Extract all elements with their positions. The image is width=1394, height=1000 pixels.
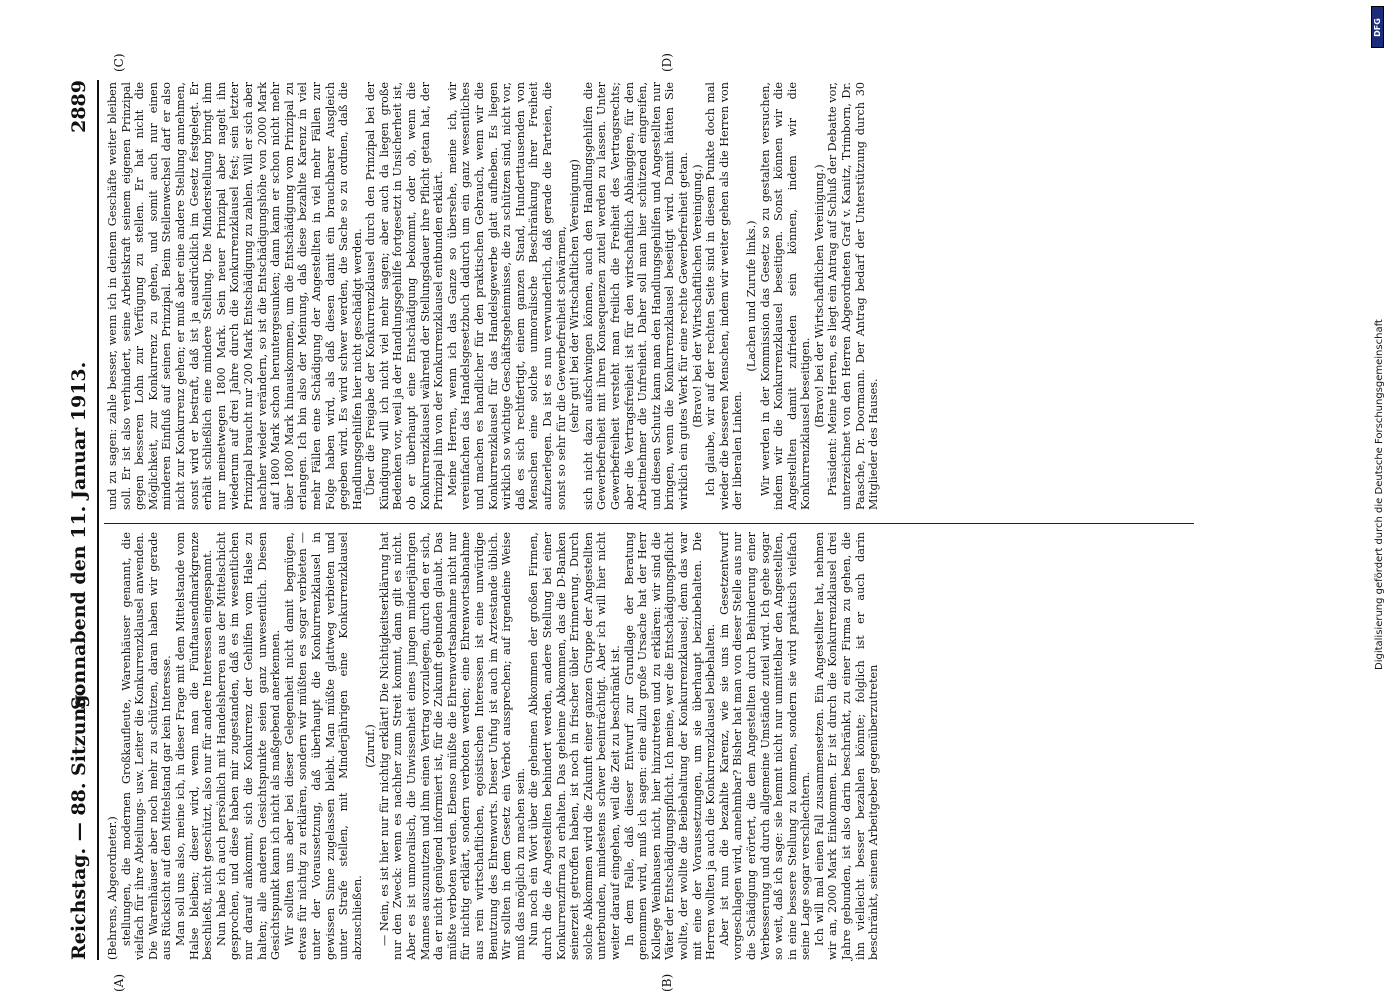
interjection: (sehr gut! bei der Wirtschaftlichen Vereinigung) xyxy=(568,159,582,433)
paragraph: Meine Herren, wenn ich das Ganze so übersehe, meine ich, wir vereinfachen das Handelsgesetzbuch dadurch um ein ganz wesentliches und machen es handlicher für den praktischen Gebrauch, wenn wir die Konkurrenzklausel für das Handelsgewerbe glatt aufheben. Es liegen wirklich so wichtige Geschäftsgeheimnisse, die zu schützen sind, nicht vor, daß es sich rechtfertigt, einem ganzen Stand, Hunderttausenden von Menschen eine solche unmoralische Beschränkung ihrer Freiheit aufzuerlegen. Da ist es nun verwunderlich, daß gerade die Parteien, die sonst so sehr für die Gewerbefreiheit schwärmen, xyxy=(445,82,568,510)
margin-marker-c: (C) xyxy=(112,53,126,72)
paragraph: Man soll uns also, meine ich, in dieser Frage mit dem Mittelstande vom Halse bleiben; dieser wird, wenn man die Fünftausendmarkgrenze beschließt, nicht geschützt, also nur für andere Interessen eingespannt. xyxy=(173,532,215,960)
page-number: 2889 xyxy=(68,80,90,133)
margin-marker-a: (A) xyxy=(112,973,126,992)
interjection: (Zuruf.) xyxy=(364,724,378,768)
margin-marker-b: (B) xyxy=(660,973,674,992)
paragraph: Nun habe ich auch persönlich mit Handelsherren aus der Mittelschicht gesprochen, und diese haben mir zugestanden, daß es im wesentlichen nur darauf ankommt, sich die Konkurrenz der Gehilfen vom Halse zu halten; alle anderen Gesichtspunkte seien ganz unwesentlich. Diesen Gesichtspunkt kann ich nicht als maßgebend anerkennen. xyxy=(214,532,283,960)
paragraph: Nun noch ein Wort über die geheimen Abkommen der großen Firmen, durch die die Angestellten behindert werden, andere Stellung bei einer Konkurrenzfirma zu erhalten. Das geheime Abkommen, das die D-Banken seinerzeit getroffen haben, ist noch in frischer übler Erinnerung. Durch solche Abkommen wird die Zukunft einer ganzen Gruppe der Angestellten unterbunden, mindestens schwer beeinträchtigt. Aber ich will hier nicht weiter darauf eingehen, weil die Zeit zu beschränkt ist. xyxy=(527,532,622,960)
header-left: Reichstag. — 88. Sitzung. xyxy=(68,687,90,960)
paragraph: Wir werden in der Kommission das Gesetz so zu gestalten versuchen, indem wir die Konkurrenzklausel beseitigen. Sonst können wir die Angestellten damit zufrieden sein können, indem wir die Konkurrenzklausel beseitigen. xyxy=(758,82,813,510)
digitization-note xyxy=(1374,10,1394,670)
paragraph: Wir sollten uns aber bei dieser Gelegenheit nicht damit begnügen, etwas für nichtig zu erklären, sondern wir müßten es sogar verbieten — unter der Voraussetzung, daß überhaupt die Konkurrenzklausel in gewissen Sinne zugelassen bleibt. Man müßte glattweg verbieten und unter Strafe stellen, mit Minderjährigen eine Konkurrenzklausel abzuschließen. xyxy=(282,532,364,960)
interjection: (Bravo! bei der Wirtschaftlichen Vereinigung.) xyxy=(812,164,826,428)
paragraph: Ich will mal einen Fall zusammensetzen. Ein Angestellter hat, nehmen wir an, 2000 Mark Einkommen. Er ist durch die Konkurrenzklausel drei Jahre gebunden, ist also darin beschränkt, zu einer Firma zu gehen, die ihn vielleicht besser bezahlen könnte; folglich ist er auch darin beschränkt, seinem Arbeitgeber gegenüberzutreten xyxy=(812,532,881,960)
text-column-left xyxy=(106,532,1191,960)
column-divider xyxy=(104,523,1194,524)
paragraph: In dem Falle, daß dieser Entwurf zur Grundlage der Beratung genommen wird, muß ich sagen: eine allzu große Ursache hat der Herr Kollege Weinhausen nicht, hier hinzutreten und zu erklären: wir sind die Väter der Entschädigungspflicht. Ich meine, wer die Entschädigungspflicht wollte, der wollte die Beibehaltung der Konkurrenzklausel; denn das war mit eine der Voraussetzungen, um sie überhaupt beizubehalten. Die Herren wollten ja auch die Konkurrenzklausel beibehalten. xyxy=(622,532,718,960)
text-column-right xyxy=(106,82,1191,510)
header-date: Sonnabend den 11. Januar 1913. xyxy=(68,361,90,710)
digitization-note-text: Digitalisierung gefördert durch die Deutsche Forschungsgemeinschaft xyxy=(1374,319,1385,670)
interjection: (Lachen und Zurufe links.) xyxy=(744,220,758,372)
header-rule xyxy=(97,80,99,960)
page-header xyxy=(68,80,96,960)
paragraph: Über die Freigabe der Konkurrenzklausel durch den Prinzipal bei der Kündigung will ich nicht viel mehr sagen; aber auch da liegen große Bedenken vor, weil ja der Handlungsgehilfe fortgesetzt in Unsicherheit ist, ob er überhaupt eine Entschädigung bekommt, oder ob, wenn die Konkurrenzklausel während der Stellungsdauer ihre Pflicht getan hat, der Prinzipal ihn von der Konkurrenzklausel entbunden erklärt. xyxy=(364,82,446,510)
paragraph: und zu sagen: zahle besser, wenn ich in deinem Geschäfte weiter bleiben soll. Er ist also verhindert, seine Arbeitskraft seinem eigenen Prinzipal gegen besseren Lohn zur Verfügung zu stellen. Er hat nicht die Möglichkeit, zur Konkurrenz zu gehen, und somit auch nur einen minderen Einfluß auf seinen Prinzipal. Beim Stellenwechsel darf er also nicht zur Konkurrenz gehen; er muß aber eine andere Stellung annehmen, sonst wird er bestraft, daß ist ja ausdrücklich im Gesetz festgelegt. Er erhält schließlich eine mindere Stellung. Die Minderstellung bringt ihm nur meinetwegen 1800 Mark. Sein neuer Prinzipal aber nagelt ihn wiederum auf drei Jahre durch die Konkurrenzklausel fest; sein letzter Prinzipal braucht nur 200 Mark Entschädigung zu zahlen. Will er sich aber nachher wieder verändern, so ist die Entschädigungshöhe von 2000 Mark auf 1800 Mark schon heruntergesunken; dann kann er schon nicht mehr über 1800 Mark hinauskommen, um die Entschädigung vom Prinzipal zu erlangen. Ich bin also der Meinung, daß diese bezahlte Karenz in viel mehr Fällen eine Schädigung der Angestellten in viel mehr Fällen zur Folge haben wird, als daß diesen damit ein brauchbarer Ausgleich gegeben wird. Es wird schwer werden, die Sache so zu ordnen, daß die Handlungsgehilfen hier nicht geschädigt werden. xyxy=(106,82,364,510)
paragraph: — Nein, es ist hier nur für nichtig erklärt! Die Nichtigkeitserklärung hat nur den Zweck: wenn es nachher zum Streit kommt, dann gilt es nicht. Aber es ist unmoralisch, die Unwissenheit eines jungen minderjährigen Mannes auszunutzen und ihm einen Vertrag vorzulegen, durch den er sich, da er nicht genügend informiert ist, für die Zukunft gebunden glaubt. Das müßte verboten werden. Ebenso müßte die Ehrenwortsabnahme nicht nur für nichtig erklärt, sondern verboten werden; eine Ehrenwortsabnahme aus rein wirtschaftlichen, egoistischen Interessen ist eine unwürdige Benutzung des Ehrenworts. Dieser Unfug ist auch im Arztestande üblich. Wir sollten in dem Gesetz ein Verbot aussprechen; auf irgendeine Weise muß das möglich zu machen sein. xyxy=(377,532,527,960)
paragraph: Aber ist nun die bezahlte Karenz, wie sie uns im Gesetzentwurf vorgeschlagen wird, annehmbar? Bisher hat man von dieser Stelle aus nur die Schädigung erörtert, die dem Angestellten durch Behinderung einer Verbesserung und durch allgemeine Umstände zuteil wird. Ich gehe sogar so weit, daß ich sage: sie hemmt nicht nur unmittelbar den Angestellten, in eine bessere Stellung zu kommen, sondern sie wird praktisch vielfach seine Lage sogar verschlechtern. xyxy=(717,532,813,960)
interjection: (Bravo! bei der Wirtschaftlichen Vereinigung.) xyxy=(690,164,704,428)
paragraph: sich nicht dazu aufschwingen können, auch den Handlungsgehilfen die Gewerbefreiheit mit ihren Konsequenzen zuteil werden zu lassen. Unter Gewerbefreiheit versteht man freilich die Freiheit des Vertragsrechts; aber die Vertragsfreiheit ist für den wirtschaftlich Abhängigen, für den Arbeitnehmer die Unfreiheit. Daher soll man hier schützend eingreifen, und diesen Schutz kann man den Handlungsgehilfen und Angestellten nur bringen, wenn die Konkurrenzklausel beseitigt wird. Damit hätten Sie wirklich ein gutes Werk für eine rechte Gewerbefreiheit getan. xyxy=(581,82,690,510)
paragraph: Ich glaube, wir auf der rechten Seite sind in diesem Punkte doch mal wieder die besseren Menschen, indem wir weiter gehen als die Herren von der liberalen Linken. xyxy=(704,82,745,510)
dfg-logo-text: DFG xyxy=(1373,17,1383,37)
margin-marker-d: (D) xyxy=(660,53,674,72)
speaker-note: (Behrens, Abgeordneter.) xyxy=(106,816,119,960)
paragraph: stellungen, die modernen Großkaufleute, Warenhäuser genannt, die vielfach für ihre Abteilungs- usw. Leiter die Konkurrenzklausel anwenden. Die Warenhäuser aber noch mehr zu schützen, daran haben wir gerade aus Rücksicht auf den Mittelstand gar kein Interesse. xyxy=(119,532,174,960)
president-statement: Präsident: Meine Herren, es liegt ein Antrag auf Schluß der Debatte vor, unterzeichnet von den Herren Abgeordneten Graf v. Kanitz, Trimborn, Dr. Paasche, Dr. Doormann. Der Antrag bedarf der Unterstützung durch 30 Mitglieder des Hauses. xyxy=(826,82,881,510)
